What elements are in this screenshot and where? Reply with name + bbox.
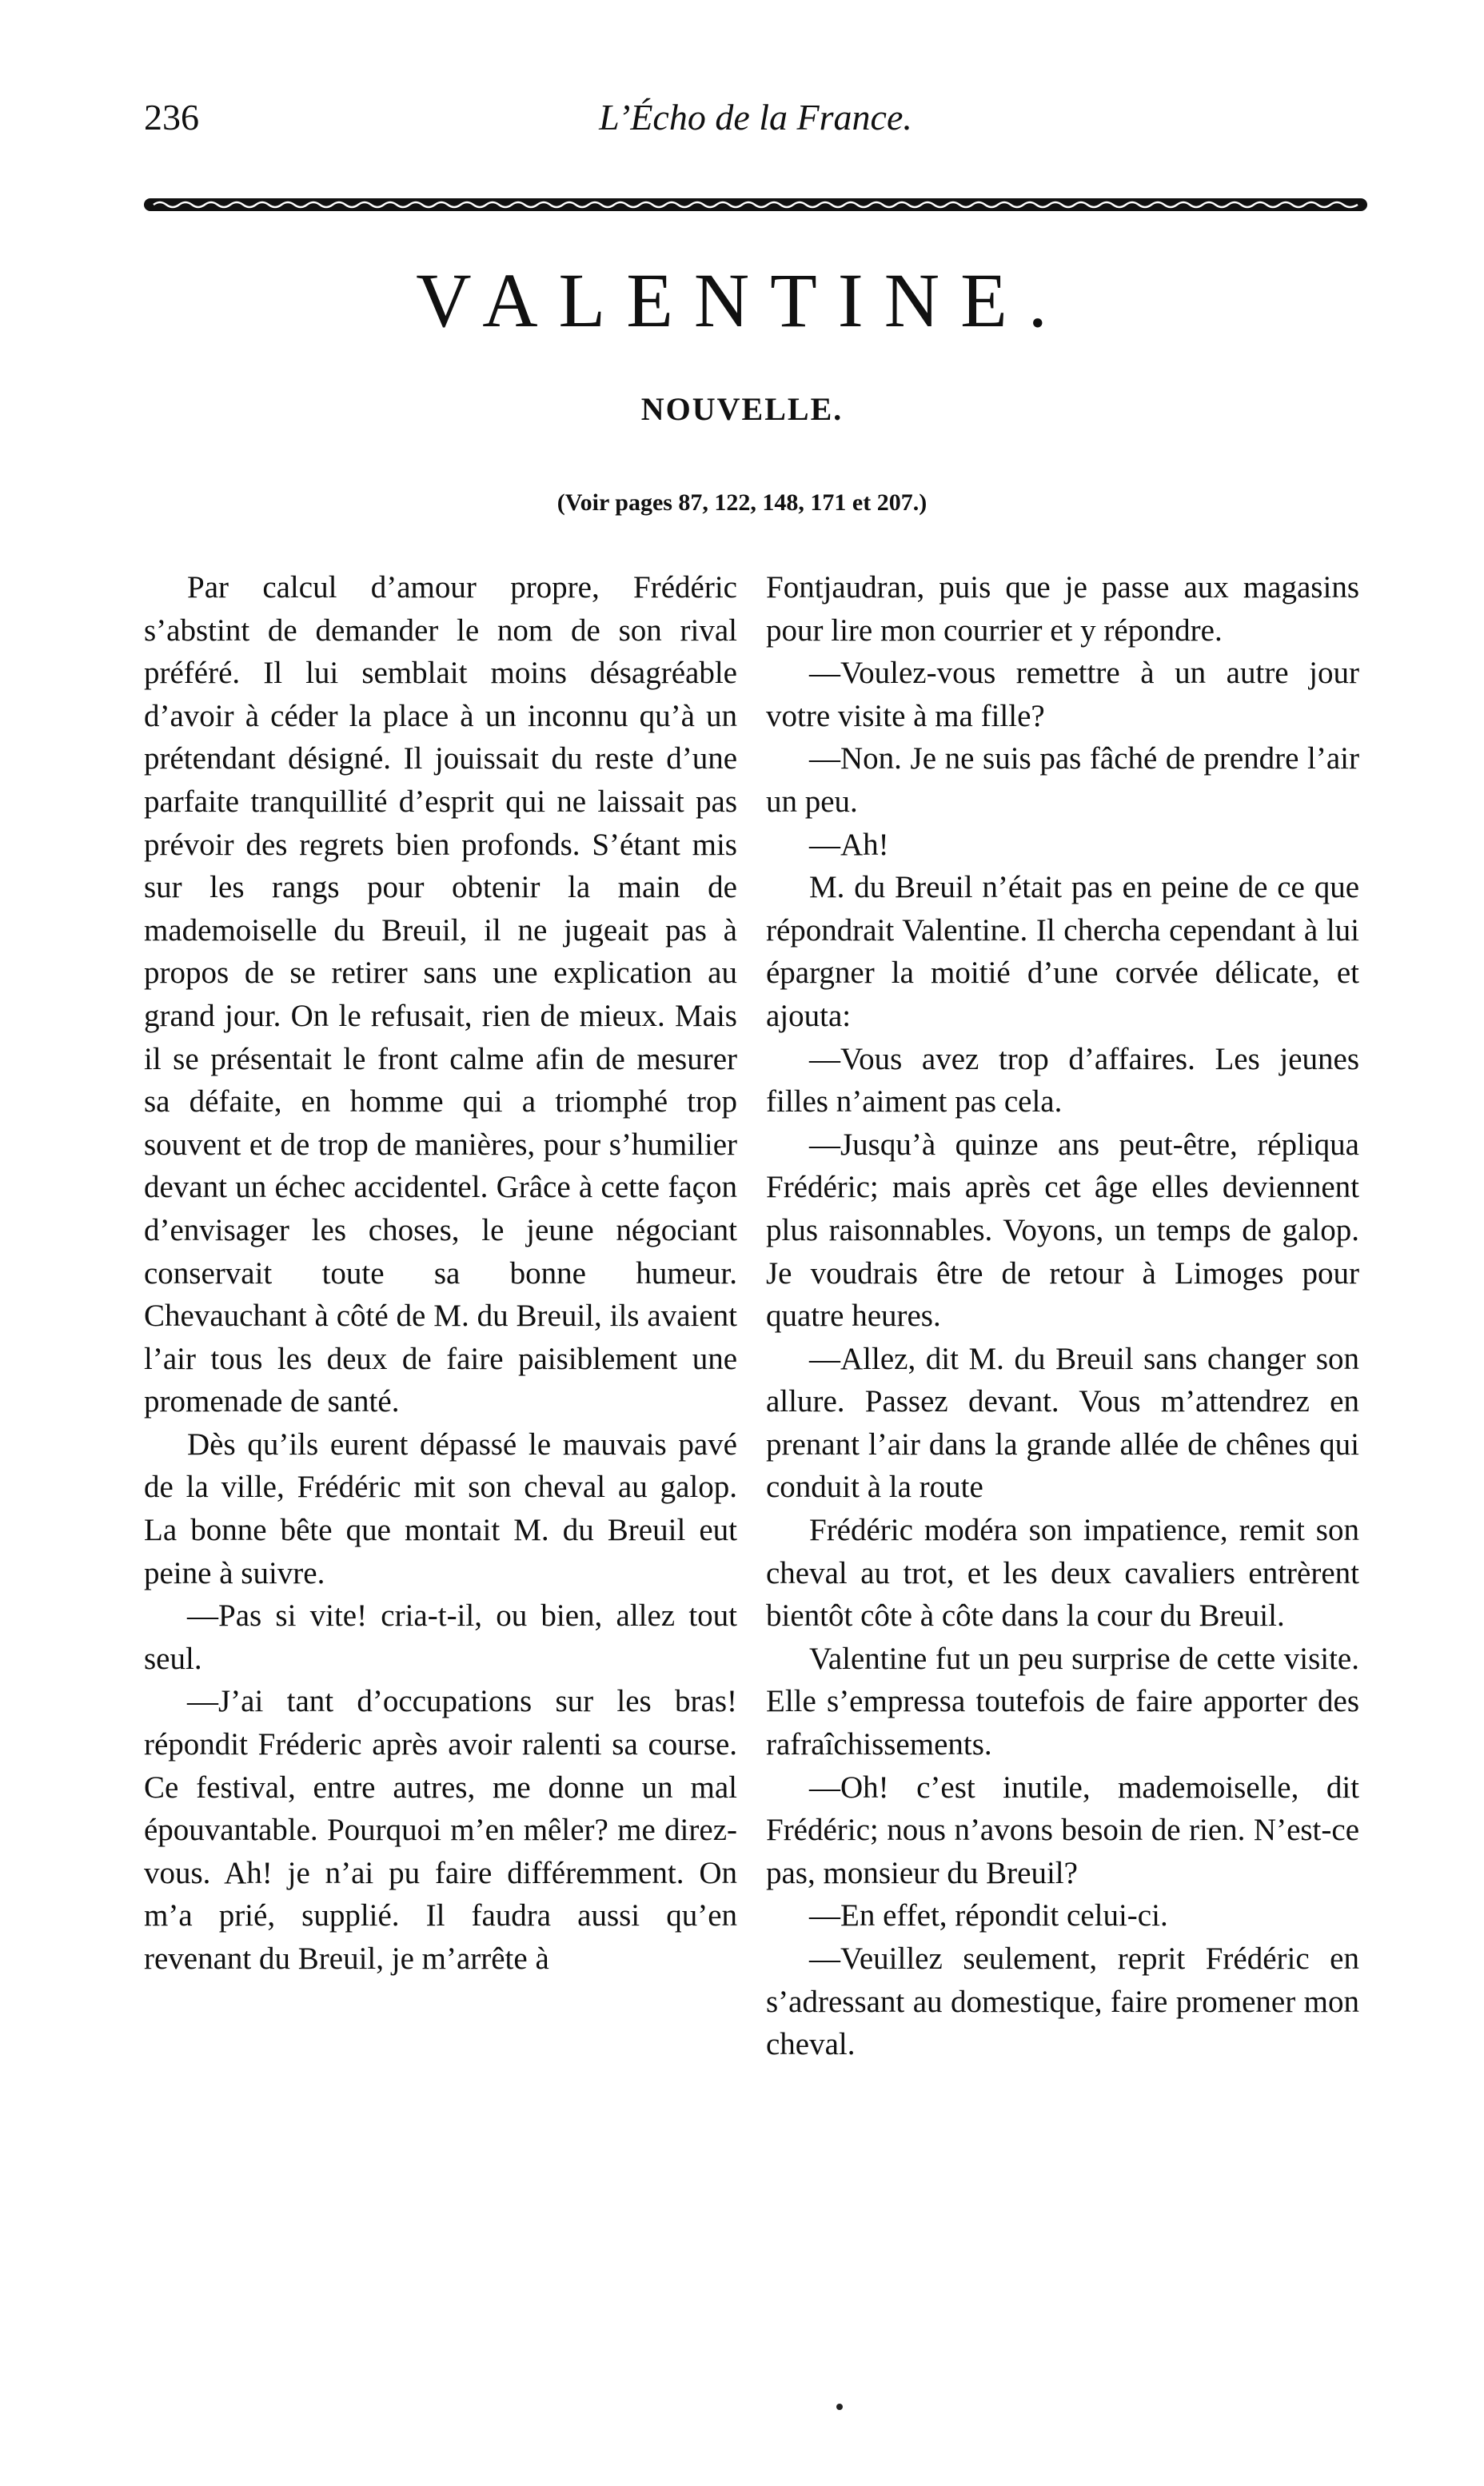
article-subtitle: NOUVELLE. <box>640 391 844 427</box>
page-references: (Voir pages 87, 122, 148, 171 et 207.) <box>556 489 927 516</box>
paragraph: M. du Breuil n’était pas en peine de ce que répondrait Valentine. Il chercha cependant à lui épargner la moitié d’une corvée délicate, et ajouta: <box>766 870 1359 1033</box>
paragraph: —Allez, dit M. du Breuil sans changer son allure. Passez devant. Vous m’attendrez en prenant l’air dans la grande allée de chênes qui conduit à la route <box>766 1341 1359 1505</box>
article-title: VALENTINE. <box>416 257 1068 343</box>
left-column <box>144 566 737 1981</box>
paragraph: —Vous avez trop d’affaires. Les jeunes filles n’aiment pas cela. <box>766 1041 1359 1119</box>
paragraph: —J’ai tant d’occupations sur les bras! répondit Fréderic après avoir ralenti sa course. Ce festival, entre autres, me donne un mal épouvantable. Pourquoi m’en mêler? me direz-vous. Ah! je n’ai pu faire différemment. On m’a prié, supplié. Il faudra aussi qu’en revenant du Breuil, je m’arrête à <box>144 1684 737 1976</box>
paragraph: Par calcul d’amour propre, Frédéric s’abstint de demander le nom de son rival préféré. Il lui semblait moins désagréable d’avoir à céder la place à un inconnu qu’à un prétendant désigné. Il jouissait du reste d’une parfaite tranquillité d’esprit qui ne laissait pas prévoir des regrets bien profonds. S’étant mis sur les rangs pour obtenir la main de mademoiselle du Breuil, il ne jugeait pas à propos de se retirer sans une explication au grand jour. On le refusait, rien de mieux. Mais il se présentait le front calme afin de mesurer sa défaite, en homme qui a triomphé trop souvent et de trop de manières, pour s’humilier devant un échec accidentel. Grâce à cette façon d’envisager les choses, le jeune négociant conservait toute sa bonne humeur. Chevauchant à côté de M. du Breuil, ils avaient l’air tous les deux de faire paisiblement une promenade de santé. <box>144 570 737 1419</box>
paragraph: Fontjaudran, puis que je passe aux magasins pour lire mon courrier et y répondre. <box>766 570 1359 648</box>
page-number: 236 <box>144 97 199 138</box>
paragraph: —Oh! c’est inutile, mademoiselle, dit Frédéric; nous n’avons besoin de rien. N’est-ce pas, monsieur du Breuil? <box>766 1770 1359 1890</box>
paragraph: —Ah! <box>809 827 889 862</box>
ornamental-rule <box>144 196 1367 213</box>
printer-mark <box>836 2404 843 2410</box>
paragraph: —En effet, répondit celui-ci. <box>809 1898 1168 1933</box>
paragraph: —Pas si vite! cria-t-il, ou bien, allez tout seul. <box>144 1598 737 1676</box>
right-column <box>766 566 1359 2066</box>
paragraph: —Voulez-vous remettre à un autre jour votre visite à ma fille? <box>766 656 1359 733</box>
running-header <box>144 96 1367 152</box>
paragraph: —Non. Je ne suis pas fâché de prendre l’air un peu. <box>766 741 1359 819</box>
paragraph: Dès qu’ils eurent dépassé le mauvais pavé de la ville, Frédéric mit son cheval au galop. La bonne bête que montait M. du Breuil eut peine à suivre. <box>144 1427 737 1590</box>
paragraph: Frédéric modéra son impatience, remit son cheval au trot, et les deux cavaliers entrèrent bientôt côte à côte dans la cour du Breuil. <box>766 1513 1359 1634</box>
paragraph: —Jusqu’à quinze ans peut-être, répliqua Frédéric; mais après cet âge elles deviennent plus raisonnables. Voyons, un temps de galop. Je voudrais être de retour à Limoges pour quatre heures. <box>766 1127 1359 1334</box>
running-title: L’Écho de la France. <box>599 97 912 138</box>
paragraph: Valentine fut un peu surprise de cette visite. Elle s’empressa toutefois de faire apporter des rafraîchissements. <box>766 1641 1359 1762</box>
paragraph: —Veuillez seulement, reprit Frédéric en s’adressant au domestique, faire promener mon cheval. <box>766 1941 1359 2062</box>
